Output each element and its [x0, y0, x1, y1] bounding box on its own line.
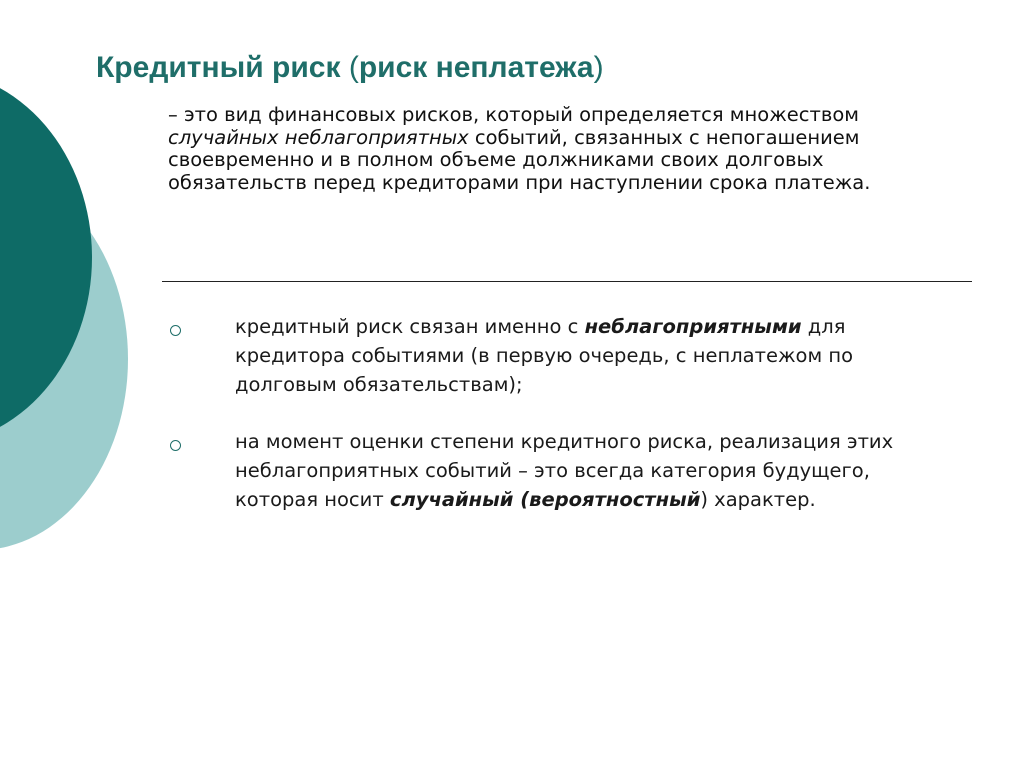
title-main: Кредитный риск [96, 51, 349, 84]
title-sub: риск неплатежа [358, 51, 594, 84]
bullet-text-before: кредитный риск связан именно с [235, 315, 585, 338]
definition-text [168, 104, 958, 194]
bullet-item [0, 427, 1024, 514]
bullet-item [0, 312, 1024, 399]
bullet-text [235, 312, 955, 399]
definition-part2: событий, связанных с непогашением своевременно и в полном объеме должниками своих долговых обязательств перед кредиторами при наступлении срока платежа. [168, 125, 871, 194]
bullet-text-before: на момент оценки степени кредитного риска, реализация этих неблагоприятных событий – это всегда категория будущего, которая носит [235, 430, 894, 511]
definition-italic: случайных неблагоприятных [168, 125, 469, 149]
definition-part1: – это вид финансовых рисков, который определяется множеством [168, 103, 859, 126]
bullet-circle-icon [170, 440, 181, 451]
bullet-list [0, 312, 1024, 514]
slide-title [96, 50, 604, 86]
bullet-text-emphasis: неблагоприятными [584, 315, 802, 338]
divider-line [162, 281, 972, 282]
bullet-text-after: ) характер. [700, 488, 816, 511]
bullet-text-emphasis: случайный (вероятностный [389, 488, 701, 511]
bullet-circle-icon [170, 325, 181, 336]
bullet-text-after: для кредитора событиями (в первую очередь, с неплатежом по долговым обязательствам); [235, 315, 854, 396]
bullet-text [235, 427, 955, 514]
title-close-paren: ) [593, 51, 604, 84]
title-open-paren: ( [348, 51, 359, 84]
